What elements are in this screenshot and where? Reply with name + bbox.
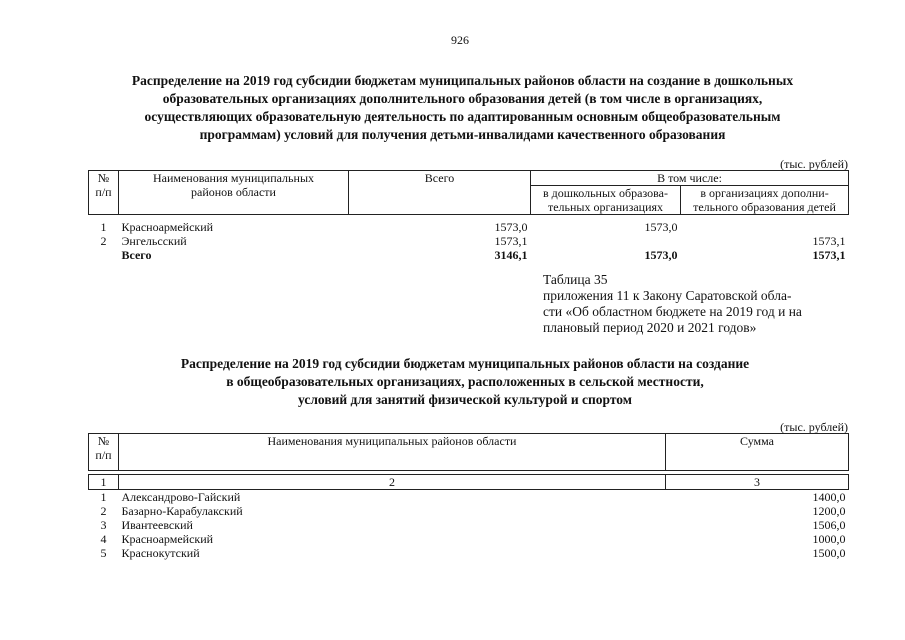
table-note: Таблица 35 приложения 11 к Закону Саратовской обла- сти «Об областном бюджете на 2019 год и на плановый период 2020 и 2021 годов» xyxy=(543,272,802,335)
title-line: образовательных организациях дополнительного образования детей (в том числе в организациях, xyxy=(162,91,763,106)
title-line: Распределение на 2019 год субсидии бюджетам муниципальных районов области на создание в дошкольных xyxy=(131,73,794,88)
header-num: № п/п xyxy=(89,171,119,215)
title-line: программам) условий для получения детьми-инвалидами качественного образования xyxy=(199,127,726,142)
header-num: № п/п xyxy=(89,434,119,471)
total-row: Всего 3146,1 1573,0 1573,1 xyxy=(121,247,846,262)
header-including: В том числе: xyxy=(531,171,849,186)
header-preschool: в дошкольных образова- тельных организациях xyxy=(531,186,681,215)
header-name: Наименования муниципальных районов области xyxy=(119,434,666,471)
column-numbers-row: 1 2 3 xyxy=(89,475,849,490)
header-name: Наименования муниципальных районов области xyxy=(119,171,349,215)
title-line: условий для занятий физической культурой и спортом xyxy=(298,392,632,407)
title-line: осуществляющих образовательную деятельность по адаптированным основным общеобразовательным xyxy=(144,109,781,124)
table-row: 2 Энгельсский 1573,1 1573,1 xyxy=(100,233,846,248)
header-sum: Сумма xyxy=(666,434,849,471)
table-row: 2 Базарно-Карабулакский 1200,0 xyxy=(100,504,846,518)
page-number: 926 xyxy=(451,33,469,47)
table-row: 3 Ивантеевский 1506,0 xyxy=(100,518,846,532)
header-additional: в организациях дополни- тельного образования детей xyxy=(681,186,849,215)
section1-title xyxy=(0,72,905,144)
table-row: 1 Красноармейский 1573,0 1573,0 xyxy=(100,219,678,234)
subsidy-table-1 xyxy=(88,170,849,262)
header-total: Всего xyxy=(349,171,531,215)
subsidy-table-2 xyxy=(88,433,849,560)
table-row: 1 Александрово-Гайский 1400,0 xyxy=(100,490,846,504)
section2-title xyxy=(0,355,905,409)
table-row: 4 Красноармейский 1000,0 xyxy=(100,532,846,546)
units-label: (тыс. рублей) xyxy=(780,420,848,434)
table-row: 5 Краснокутский 1500,0 xyxy=(100,546,846,560)
units-label: (тыс. рублей) xyxy=(780,157,848,171)
title-line: в общеобразовательных организациях, расположенных в сельской местности, xyxy=(226,374,704,389)
title-line: Распределение на 2019 год субсидии бюджетам муниципальных районов области на создание xyxy=(180,356,750,371)
